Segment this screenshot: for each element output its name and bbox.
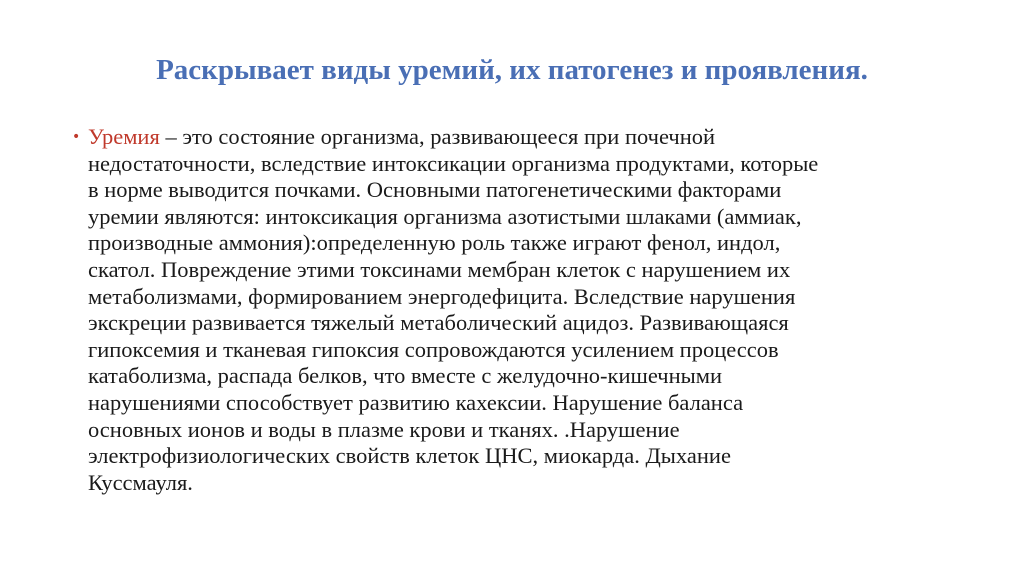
- term-highlight: Уремия: [88, 124, 160, 149]
- bullet-line: Куссмауля.: [88, 469, 193, 495]
- bullet-line: скатол. Повреждение этими токсинами мембран клеток с нарушением их: [88, 256, 791, 282]
- bullet-marker: •: [72, 129, 81, 145]
- bullet-line: гипоксемия и тканевая гипоксия сопровождаются усилением процессов: [88, 336, 779, 362]
- slide-content: [72, 124, 962, 496]
- bullet-text: – это состояние организма, развивающееся при почечной: [159, 124, 716, 149]
- bullet-item: [72, 124, 962, 496]
- bullet-line: в норме выводится почками. Основными патогенетическими факторами: [88, 177, 782, 203]
- bullet-line: основных ионов и воды в плазме крови и тканях. .Нарушение: [88, 416, 680, 442]
- bullet-line: катаболизма, распада белков, что вместе с желудочно-кишечными: [88, 363, 723, 389]
- bullet-line: недостаточности, вследствие интоксикации организма продуктами, которые: [88, 150, 819, 176]
- bullet-line: нарушениями способствует развитию кахексии. Нарушение баланса: [88, 389, 744, 415]
- bullet-line: экскреции развивается тяжелый метаболический ацидоз. Развивающаяся: [88, 310, 789, 336]
- bullet-line: метаболизмами, формированием энергодефицита. Вследствие нарушения: [88, 283, 796, 309]
- bullet-line: уремии являются: интоксикация организма азотистыми шлаками (аммиак,: [88, 203, 802, 229]
- slide-title: Раскрывает виды уремий, их патогенез и проявления.: [156, 54, 868, 86]
- bullet-line: производные аммония):определенную роль также играют фенол, индол,: [88, 230, 781, 256]
- bullet-line-1: [88, 124, 962, 151]
- bullet-line: электрофизиологических свойств клеток ЦНС, миокарда. Дыхание: [88, 443, 731, 469]
